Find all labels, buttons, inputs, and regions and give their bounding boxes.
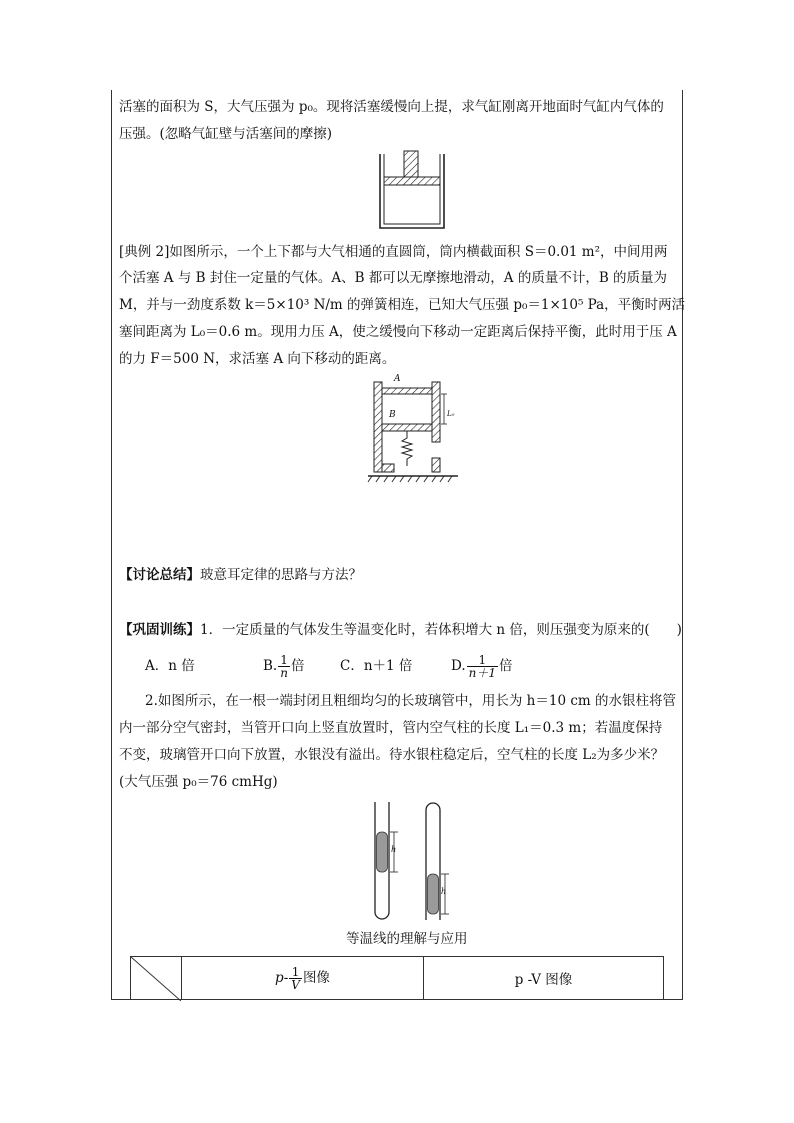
p-1v-suffix: 图像: [302, 969, 330, 986]
practice-q1-line: [119, 620, 682, 640]
glass-tubes-figure: [366, 800, 450, 922]
option-b-suffix: 倍: [290, 658, 305, 674]
p-1v-prefix: p-: [275, 969, 289, 986]
example2-line-2: 个活塞 A 与 B 封住一定量的气体。A、B 都可以无摩擦地滑动，A 的质量不计，B 的质量为: [119, 270, 668, 286]
p-1v-numerator: 1: [289, 966, 302, 979]
section-title: 等温线的理解与应用: [346, 931, 468, 947]
option-d: [451, 648, 513, 684]
figure-label-a: A: [394, 374, 401, 384]
option-d-denominator: n＋1: [468, 666, 497, 680]
option-d-prefix: D.: [451, 658, 466, 674]
option-b-prefix: B.: [263, 658, 278, 674]
option-b-numerator: 1: [278, 654, 290, 667]
practice-q2-line-4: (大气压强 p₀＝76 cmHg): [119, 774, 278, 790]
option-d-fraction: [467, 654, 498, 679]
discussion-tag: 【讨论总结】: [119, 567, 200, 583]
discussion-line: [119, 565, 362, 585]
practice-tag: 【巩固训练】: [119, 622, 200, 638]
option-a: A．n 倍: [145, 658, 195, 674]
intro-line-2: 压强。(忽略气缸壁与活塞间的摩擦): [119, 126, 333, 142]
example2-line-5: 的力 F＝500 N，求活塞 A 向下移动的距离。: [119, 351, 396, 367]
discussion-text: 玻意耳定律的思路与方法？: [200, 567, 362, 583]
option-d-suffix: 倍: [499, 658, 513, 674]
practice-q2-line-3: 不变，玻璃管开口向下放置，水银没有溢出。待水银柱稳定后，空气柱的长度 L₂为多少米？: [119, 747, 665, 763]
table-header-p-v: p -V 图像: [424, 957, 664, 1000]
table-corner-cell: [131, 957, 182, 1000]
p-1v-denominator: V: [291, 977, 300, 992]
tube2-label-h: h: [441, 887, 447, 896]
isotherm-table: [130, 956, 664, 1000]
practice-q2-line-2: 内一部分空气密封，当管开口向上竖直放置时，管内空气柱的长度 L₁＝0.3 m；若温度保持: [119, 720, 663, 736]
p-1v-fraction: [289, 966, 302, 991]
practice-q1: 1．一定质量的气体发生等温变化时，若体积增大 n 倍，则压强变为原来的( ): [200, 622, 682, 638]
figure-label-b: B: [389, 410, 396, 420]
example2-line-1: [典例 2]如图所示，一个上下都与大气相通的直圆筒，筒内横截面积 S＝0.01 m²，中间用两: [119, 244, 668, 260]
cylinder-piston-figure: [374, 150, 450, 232]
example2-line-4: 塞间距离为 L₀＝0.6 m。现用力压 A，使之缓慢向下移动一定距离后保持平衡，此时用于压 A: [119, 324, 677, 340]
practice-q2-line-1: 2.如图所示，在一根一端封闭且粗细均匀的长玻璃管中，用长为 h＝10 cm 的水银柱将管: [145, 693, 676, 709]
figure-label-l0: L₀: [447, 410, 455, 418]
intro-line-1: 活塞的面积为 S，大气压强为 p₀。现将活塞缓慢向上提，求气缸刚离开地面时气缸内气体的: [119, 99, 664, 115]
table-header-p-1v: [182, 957, 424, 1000]
option-b-denominator: n: [280, 666, 288, 680]
example2-line-3: M，并与一劲度系数 k＝5×10³ N/m 的弹簧相连，已知大气压强 p₀＝1×10⁵ Pa，平衡时两活: [119, 297, 686, 313]
option-d-numerator: 1: [467, 654, 498, 667]
tube1-label-h: h: [391, 845, 397, 854]
option-b-fraction: [278, 654, 290, 679]
option-c: C．n＋1 倍: [340, 658, 413, 674]
two-piston-tube-figure: [366, 376, 460, 486]
option-b: [263, 648, 304, 684]
